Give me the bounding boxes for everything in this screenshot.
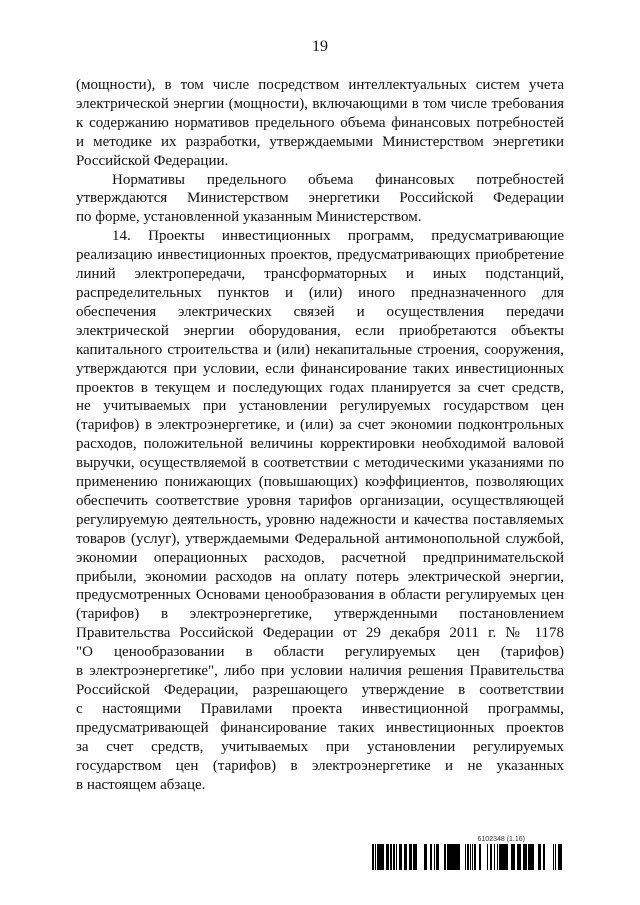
text-line: предусмотренных Основами ценообразования в области регулируемых цен <box>76 587 564 604</box>
text-line: (мощности), в том числе посредством интеллектуальных систем учета <box>76 77 564 93</box>
text-line: (тарифов) в электроэнергетике, утвержденными постановлением <box>76 606 564 623</box>
text-line: применению понижающих (повышающих) коэффициентов, позволяющих <box>76 474 564 491</box>
text-line: электрической энергии (мощности), включающими в том числе требования <box>76 95 564 112</box>
page-number: 19 <box>312 38 328 55</box>
text-line: обеспечить соответствие уровня тарифов организации, осуществляющей <box>76 492 564 509</box>
text-line: распределительных пунктов и (или) иного предназначенного для <box>76 284 564 301</box>
text-line: с настоящими Правилами проекта инвестиционной программы, <box>76 700 564 717</box>
text-line: к содержанию нормативов предельного объема финансовых потребностей <box>76 114 564 131</box>
text-line: линий электропередачи, трансформаторных и иных подстанций, <box>76 266 564 283</box>
text-line: Нормативы предельного объема финансовых потребностей <box>112 171 564 188</box>
text-line: прибыли, экономии расходов на оплату потерь электрической энергии, <box>76 568 564 585</box>
paragraph <box>76 171 564 228</box>
text-line: по форме, установленной указанным Министерством. <box>76 209 422 226</box>
text-line: (тарифов) в электроэнергетике, и (или) за счет экономии подконтрольных <box>76 417 564 434</box>
text-line: утверждаются при условии, если финансирование таких инвестиционных <box>76 360 564 377</box>
text-line: предусматривающей финансирование таких инвестиционных проектов <box>76 719 564 736</box>
text-line: "О ценообразовании в области регулируемых цен (тарифов) <box>76 644 564 661</box>
text-line: регулируемую деятельность, уровню надежности и качества поставляемых <box>76 511 564 528</box>
barcode-caption: 6102348 (1.16) <box>477 836 525 843</box>
text-line: расходов, положительной величины корректировки необходимой валовой <box>76 436 564 453</box>
barcode-block <box>371 836 565 870</box>
text-line: Российской Федерации, разрешающего утверждение в соответствии <box>76 682 564 698</box>
text-line: не учитываемых при установлении регулируемых государством цен <box>76 398 564 415</box>
text-line: экономии операционных расходов, расчетной предпринимательской <box>76 549 564 566</box>
text-line: реализацию инвестиционных проектов, предусматривающих приобретение <box>76 247 564 264</box>
text-line: Правительства Российской Федерации от 29 декабря 2011 г. № 1178 <box>76 625 564 642</box>
text-line: капитального строительства и (или) некапитальные строения, сооружения, <box>76 341 564 358</box>
text-line: в настоящем абзаце. <box>76 776 206 793</box>
paragraph <box>76 227 564 794</box>
text-line: Российской Федерации. <box>76 152 229 169</box>
text-line: обеспечения электрических связей и осуществления передачи <box>76 303 564 320</box>
text-line: электрической энергии оборудования, если приобретаются объекты <box>76 322 564 339</box>
text-line: утверждаются Министерством энергетики Российской Федерации <box>76 190 564 207</box>
text-line: за счет средств, учитываемых при установлении регулируемых <box>76 738 564 755</box>
text-line: товаров (услуг), утверждаемыми Федеральной антимонопольной службой, <box>76 530 564 547</box>
text-line: 14. Проекты инвестиционных программ, предусматривающие <box>112 228 564 245</box>
text-line: в электроэнергетике", либо при условии наличия решения Правительства <box>76 663 564 680</box>
text-line: и методике их разработки, утверждаемыми Министерством энергетики <box>76 133 564 150</box>
text-line: проектов в текущем и последующих годах планируется за счет средств, <box>76 379 564 396</box>
text-line: выручки, осуществляемой в соответствии с методическими указаниями по <box>76 455 564 472</box>
paragraph <box>76 76 564 171</box>
barcode-icon <box>371 844 565 870</box>
document-body <box>76 76 564 794</box>
text-line: государством цен (тарифов) в электроэнергетике и не указанных <box>76 757 564 774</box>
